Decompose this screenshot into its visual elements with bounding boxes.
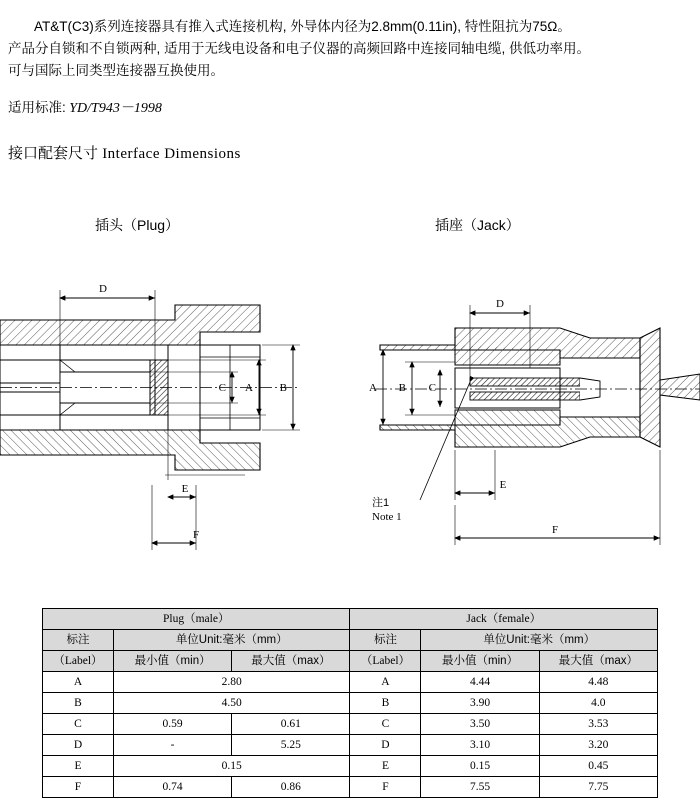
- jack-unit-header: 单位Unit:毫米（mm）: [421, 630, 658, 651]
- plug-drawing: [0, 283, 300, 550]
- plug-min: 0.74: [113, 777, 231, 798]
- standard-label: 适用标准:: [8, 100, 66, 115]
- note-1-en: Note 1: [372, 511, 402, 523]
- jack-dim-E: E: [499, 479, 507, 491]
- intro-line-3: 可与国际上同类型连接器互换使用。: [8, 63, 224, 78]
- jack-min: 7.55: [421, 777, 539, 798]
- jack-min-header: 最小值（min）: [421, 651, 539, 672]
- jack-min: 0.15: [421, 756, 539, 777]
- plug-dim-F: F: [192, 529, 200, 541]
- table-subheader-row-2: [43, 651, 658, 672]
- table-row: [43, 714, 658, 735]
- jack-label: D: [350, 735, 421, 756]
- intro-paragraph: [8, 16, 692, 82]
- jack-min: 3.50: [421, 714, 539, 735]
- jack-max: 0.45: [539, 756, 657, 777]
- interface-dimensions-table: [42, 608, 658, 798]
- plug-group-header: Plug（male）: [43, 609, 350, 630]
- table-row: [43, 672, 658, 693]
- plug-max: 0.61: [232, 714, 350, 735]
- jack-min: 3.90: [421, 693, 539, 714]
- standard-value: YD/T943－1998: [69, 101, 162, 116]
- section-title-en: Interface Dimensions: [102, 146, 241, 162]
- applicable-standard: [8, 96, 162, 117]
- intro-line-2: 产品分自锁和不自锁两种, 适用于无线电设备和电子仪器的高频回路中连接同轴电缆, 供低功率用。: [8, 41, 591, 56]
- plug-dim-B: B: [279, 382, 287, 394]
- table-row: [43, 693, 658, 714]
- jack-max: 3.53: [539, 714, 657, 735]
- jack-dim-B: B: [398, 382, 406, 394]
- jack-max: 4.48: [539, 672, 657, 693]
- plug-min: -: [113, 735, 231, 756]
- table-row: [43, 777, 658, 798]
- jack-min: 3.10: [421, 735, 539, 756]
- plug-label: D: [43, 735, 114, 756]
- plug-dim-A: A: [245, 382, 253, 394]
- plug-label: F: [43, 777, 114, 798]
- jack-label: A: [350, 672, 421, 693]
- jack-dim-D: D: [496, 298, 504, 310]
- jack-drawing: [369, 298, 700, 545]
- plug-min-header: 最小值（min）: [113, 651, 231, 672]
- section-title-cn: 接口配套尺寸: [8, 145, 99, 162]
- plug-value-span: 0.15: [113, 756, 350, 777]
- plug-label-header-en: （Label）: [43, 651, 114, 672]
- plug-label: C: [43, 714, 114, 735]
- plug-label: B: [43, 693, 114, 714]
- plug-label: E: [43, 756, 114, 777]
- plug-figure-caption: 插头（Plug）: [95, 217, 180, 233]
- jack-label: F: [350, 777, 421, 798]
- jack-label-header-en: （Label）: [350, 651, 421, 672]
- jack-max-header: 最大值（max）: [539, 651, 657, 672]
- jack-figure-caption: 插座（Jack）: [435, 217, 520, 233]
- table-group-header-row: [43, 609, 658, 630]
- table-row: [43, 735, 658, 756]
- jack-label: E: [350, 756, 421, 777]
- plug-label: A: [43, 672, 114, 693]
- jack-group-header: Jack（female）: [350, 609, 658, 630]
- jack-max: 4.0: [539, 693, 657, 714]
- jack-max: 7.75: [539, 777, 657, 798]
- plug-value-span: 4.50: [113, 693, 350, 714]
- drawings-svg: [0, 250, 700, 590]
- note-1-cn: 注1: [372, 497, 390, 509]
- spec-table: [42, 608, 658, 798]
- plug-dim-E: E: [181, 483, 189, 495]
- jack-dim-A: A: [369, 382, 377, 394]
- plug-dim-C: C: [218, 382, 226, 394]
- connector-drawings: [0, 250, 700, 590]
- plug-label-header-cn: 标注: [43, 630, 114, 651]
- plug-max-header: 最大值（max）: [232, 651, 350, 672]
- jack-label-header-cn: 标注: [350, 630, 421, 651]
- plug-value-span: 2.80: [113, 672, 350, 693]
- jack-max: 3.20: [539, 735, 657, 756]
- plug-min: 0.59: [113, 714, 231, 735]
- section-title: [8, 142, 241, 163]
- plug-max: 5.25: [232, 735, 350, 756]
- table-subheader-row-1: [43, 630, 658, 651]
- table-row: [43, 756, 658, 777]
- jack-label: C: [350, 714, 421, 735]
- jack-dim-F: F: [551, 524, 559, 536]
- jack-dim-C: C: [428, 382, 436, 394]
- intro-line-1: AT&T(C3)系列连接器具有推入式连接机构, 外导体内径为2.8mm(0.11in), 特性阻抗为75Ω。: [34, 19, 571, 34]
- plug-unit-header: 单位Unit:毫米（mm）: [113, 630, 350, 651]
- jack-min: 4.44: [421, 672, 539, 693]
- jack-label: B: [350, 693, 421, 714]
- plug-max: 0.86: [232, 777, 350, 798]
- plug-dim-D: D: [99, 283, 107, 295]
